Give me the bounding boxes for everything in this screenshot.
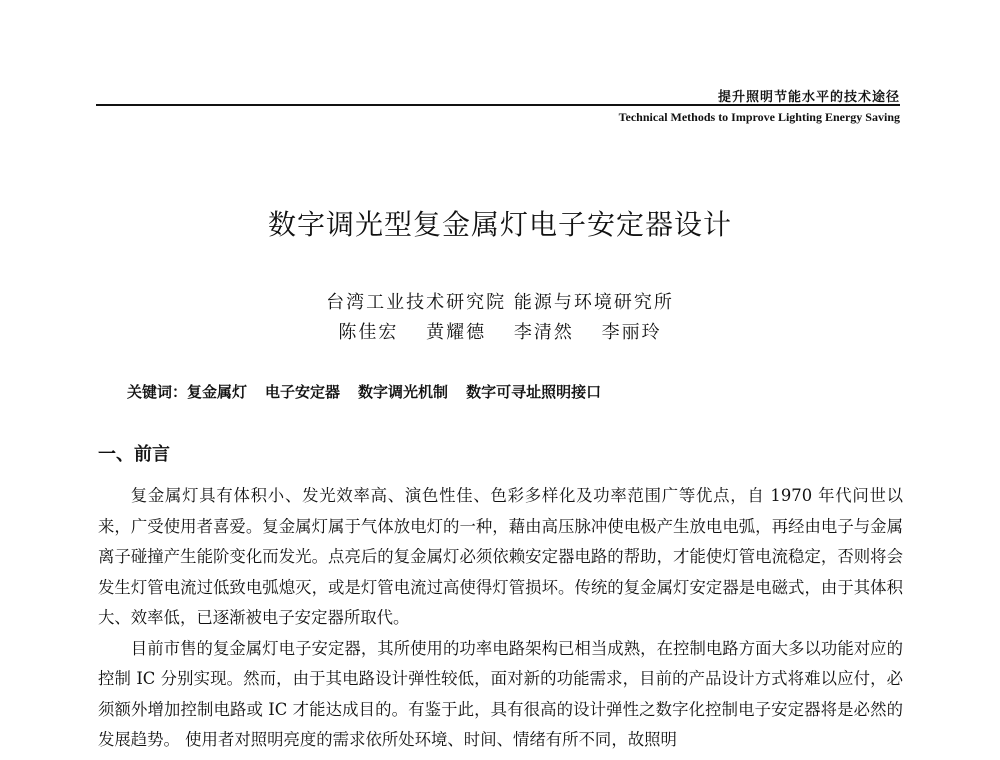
author-name: 陈佳宏 (338, 322, 399, 343)
author-list (0, 318, 1000, 344)
author-name: 李清然 (513, 322, 574, 343)
body-paragraph: 目前市售的复金属灯电子安定器，其所使用的功率电路架构已相当成熟，在控制电路方面大多以功能对应的控制 IC 分别实现。然而，由于其电路设计弹性较低，面对新的功能需求，目前的产品设计方式将难以应付，必须额外增加控制电路或 IC 才能达成目的。有鉴于此，具有很高的设计弹性之数字化控制电子安定器将是必然的发展趋势。 使用者对照明亮度的需求依所处环境、时间、情绪有所不同，故照明 (98, 638, 903, 749)
header-rule (96, 104, 900, 106)
keyword: 电子安定器 (265, 383, 341, 401)
author-name: 李丽玲 (601, 322, 662, 343)
keywords-label: 关键词： (127, 383, 188, 401)
running-head-english: Technical Methods to Improve Lighting Energy Saving (618, 110, 900, 124)
keyword: 复金属灯 (187, 383, 248, 401)
author-affiliation: 台湾工业技术研究院 能源与环境研究所 (326, 292, 674, 313)
keyword: 数字调光机制 (358, 383, 449, 401)
running-head-chinese: 提升照明节能水平的技术途径 (717, 90, 900, 105)
section-body (98, 481, 903, 756)
keyword: 数字可寻址照明接口 (466, 383, 602, 401)
body-paragraph: 复金属灯具有体积小、发光效率高、演色性佳、色彩多样化及功率范围广等优点，自 1970 年代问世以来，广受使用者喜爱。复金属灯属于气体放电灯的一种，藉由高压脉冲使电极产生放电电弧，再经由电子与金属离子碰撞产生能阶变化而发光。点亮后的复金属灯必须依赖安定器电路的帮助，才能使灯管电流稳定，否则将会发生灯管电流过低致电弧熄灭，或是灯管电流过高使得灯管损坏。传统的复金属灯安定器是电磁式，由于其体积大、效率低，已逐渐被电子安定器所取代。 (98, 486, 903, 627)
paper-title: 数字调光型复金属灯电子安定器设计 (267, 208, 732, 241)
author-name: 黄耀德 (426, 322, 487, 343)
keywords-line (127, 381, 619, 402)
section-heading: 一、前言 (98, 444, 170, 465)
